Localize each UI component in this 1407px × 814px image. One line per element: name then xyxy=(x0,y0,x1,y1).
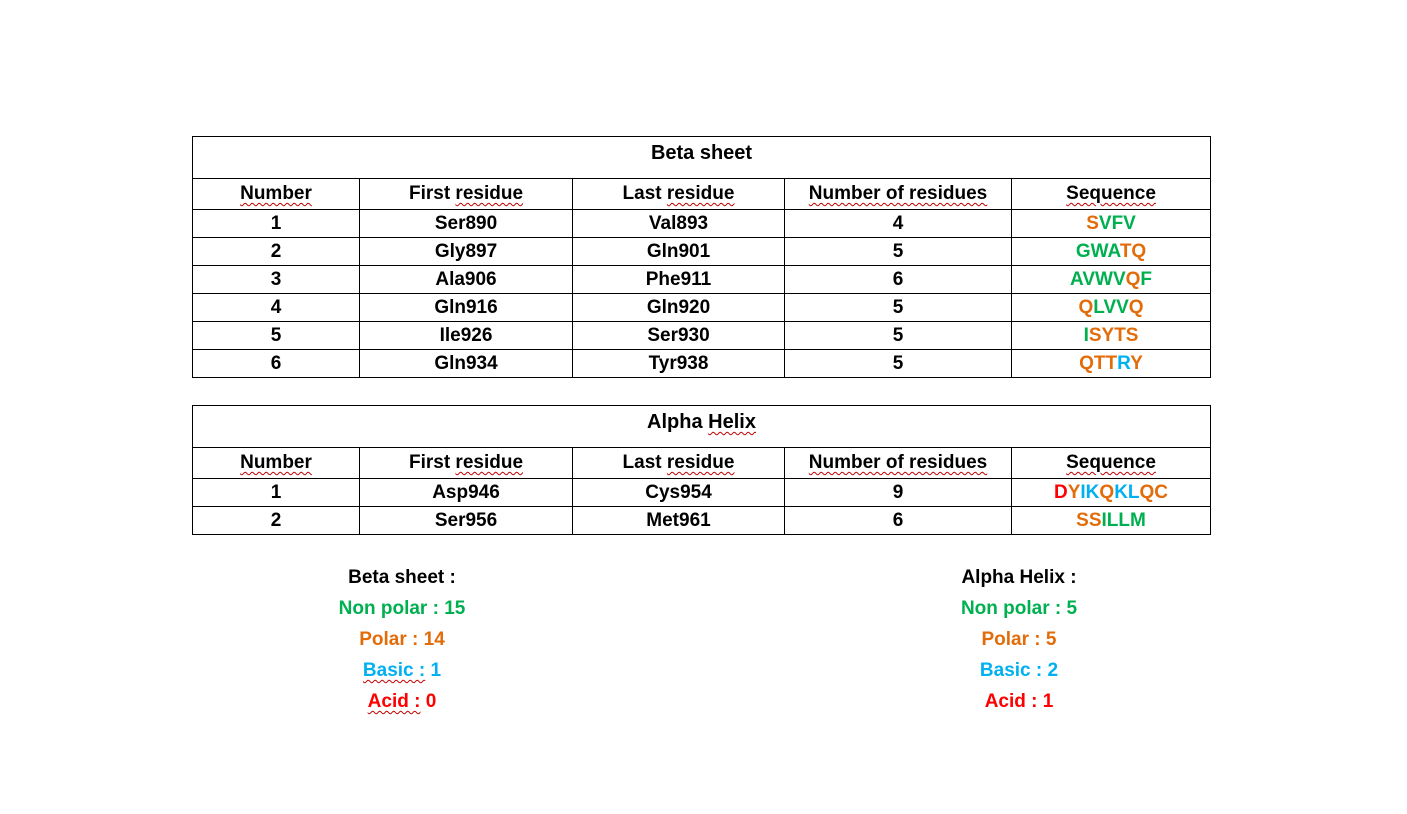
last-residue-cell: Phe911 xyxy=(573,266,785,294)
sequence-cell xyxy=(1012,210,1211,238)
sequence-cell xyxy=(1012,507,1211,535)
table-row xyxy=(193,507,1211,535)
sequence-cell xyxy=(1012,238,1211,266)
polar-count: Polar : 5 xyxy=(981,629,1057,650)
residue-count-cell: 5 xyxy=(785,322,1012,350)
acid-count: Acid : 0 xyxy=(367,691,437,712)
alpha-helix-table xyxy=(192,405,1211,535)
summary-title: Alpha Helix : xyxy=(961,567,1077,588)
last-residue-cell: Cys954 xyxy=(573,479,785,507)
sequence-segment-nonpolar: GWA xyxy=(1075,241,1120,262)
sequence-segment-polar: Q xyxy=(1128,297,1144,318)
column-header: First residue xyxy=(360,448,573,479)
sequence-segment-polar: TQ xyxy=(1119,241,1147,262)
first-residue-cell: Ile926 xyxy=(360,322,573,350)
column-header: Number of residues xyxy=(785,179,1012,210)
sequence-segment-polar: Y xyxy=(1067,482,1081,503)
sequence-segment-nonpolar: VFV xyxy=(1098,213,1136,234)
sequence-segment-polar: QTT xyxy=(1079,353,1118,374)
column-header: Number xyxy=(193,448,360,479)
beta-sheet-table xyxy=(192,136,1211,378)
sequence-segment-nonpolar: ILLM xyxy=(1101,510,1146,531)
table-row xyxy=(193,294,1211,322)
row-number-cell: 2 xyxy=(193,507,360,535)
sequence-segment-basic: IK xyxy=(1080,482,1100,503)
sequence-segment-polar: SYTS xyxy=(1088,325,1139,346)
column-header: Number xyxy=(193,179,360,210)
residue-count-cell: 6 xyxy=(785,507,1012,535)
sequence-segment-nonpolar: AVWV xyxy=(1070,269,1126,290)
row-number-cell: 1 xyxy=(193,210,360,238)
header-row xyxy=(193,448,1211,479)
table-title: Beta sheet xyxy=(193,137,1211,179)
sequence-segment-polar: S xyxy=(1086,213,1099,234)
sequence-segment-polar: SS xyxy=(1076,510,1102,531)
alpha-table-body xyxy=(193,479,1211,535)
table-title: Alpha Helix xyxy=(193,406,1211,448)
alpha-helix-summary xyxy=(889,562,1149,717)
row-number-cell: 3 xyxy=(193,266,360,294)
row-number-cell: 5 xyxy=(193,322,360,350)
column-header: Number of residues xyxy=(785,448,1012,479)
header-row xyxy=(193,179,1211,210)
first-residue-cell: Ser956 xyxy=(360,507,573,535)
table-row xyxy=(193,210,1211,238)
residue-count-cell: 5 xyxy=(785,294,1012,322)
row-number-cell: 2 xyxy=(193,238,360,266)
first-residue-cell: Gly897 xyxy=(360,238,573,266)
first-residue-cell: Gln934 xyxy=(360,350,573,378)
sequence-cell xyxy=(1012,322,1211,350)
nonpolar-count: Non polar : 5 xyxy=(960,598,1078,619)
sequence-segment-polar: Q xyxy=(1099,482,1115,503)
sequence-cell xyxy=(1012,294,1211,322)
first-residue-cell: Ala906 xyxy=(360,266,573,294)
column-header: Last residue xyxy=(573,179,785,210)
residue-count-cell: 5 xyxy=(785,238,1012,266)
last-residue-cell: Gln920 xyxy=(573,294,785,322)
first-residue-cell: Gln916 xyxy=(360,294,573,322)
last-residue-cell: Gln901 xyxy=(573,238,785,266)
summary-title: Beta sheet : xyxy=(348,567,456,588)
column-header: Last residue xyxy=(573,448,785,479)
sequence-segment-nonpolar: F xyxy=(1140,269,1153,290)
sequence-segment-nonpolar: I xyxy=(1083,325,1089,346)
basic-count: Basic : 1 xyxy=(362,660,442,681)
column-header: Sequence xyxy=(1012,179,1211,210)
basic-count: Basic : 2 xyxy=(979,660,1059,681)
sequence-cell xyxy=(1012,479,1211,507)
beta-table-body xyxy=(193,210,1211,378)
polar-count: Polar : 14 xyxy=(359,629,445,650)
last-residue-cell: Val893 xyxy=(573,210,785,238)
first-residue-cell: Ser890 xyxy=(360,210,573,238)
first-residue-cell: Asp946 xyxy=(360,479,573,507)
residue-count-cell: 5 xyxy=(785,350,1012,378)
table-row xyxy=(193,350,1211,378)
last-residue-cell: Ser930 xyxy=(573,322,785,350)
row-number-cell: 1 xyxy=(193,479,360,507)
sequence-segment-acid: D xyxy=(1053,482,1068,503)
residue-count-cell: 4 xyxy=(785,210,1012,238)
sequence-cell xyxy=(1012,266,1211,294)
sequence-segment-nonpolar: LVV xyxy=(1093,297,1129,318)
sequence-segment-polar: Q xyxy=(1078,297,1094,318)
row-number-cell: 6 xyxy=(193,350,360,378)
last-residue-cell: Tyr938 xyxy=(573,350,785,378)
row-number-cell: 4 xyxy=(193,294,360,322)
table-row xyxy=(193,322,1211,350)
sequence-segment-polar: QC xyxy=(1139,482,1169,503)
sequence-segment-basic: KL xyxy=(1114,482,1140,503)
sequence-cell xyxy=(1012,350,1211,378)
last-residue-cell: Met961 xyxy=(573,507,785,535)
sequence-segment-polar: Q xyxy=(1125,269,1141,290)
column-header: Sequence xyxy=(1012,448,1211,479)
beta-sheet-summary xyxy=(272,562,532,717)
table-row xyxy=(193,479,1211,507)
sequence-segment-basic: R xyxy=(1117,353,1131,374)
table-row xyxy=(193,238,1211,266)
residue-count-cell: 6 xyxy=(785,266,1012,294)
residue-count-cell: 9 xyxy=(785,479,1012,507)
acid-count: Acid : 1 xyxy=(984,691,1054,712)
sequence-segment-polar: Y xyxy=(1130,353,1143,374)
column-header: First residue xyxy=(360,179,573,210)
table-row xyxy=(193,266,1211,294)
nonpolar-count: Non polar : 15 xyxy=(338,598,466,619)
